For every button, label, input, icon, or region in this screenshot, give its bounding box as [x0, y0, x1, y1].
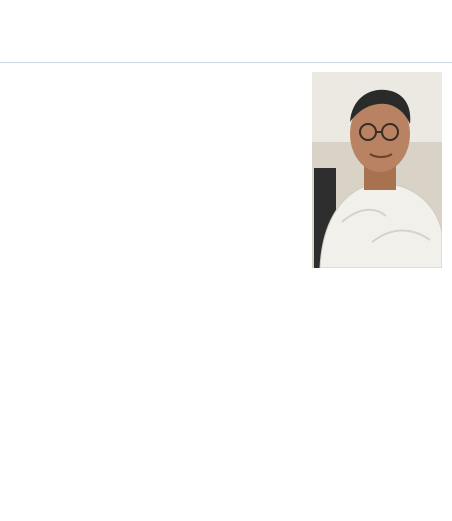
person-photo-icon [312, 72, 442, 268]
article-body [10, 68, 442, 515]
headline-band [0, 0, 452, 63]
person-photo [312, 72, 442, 268]
